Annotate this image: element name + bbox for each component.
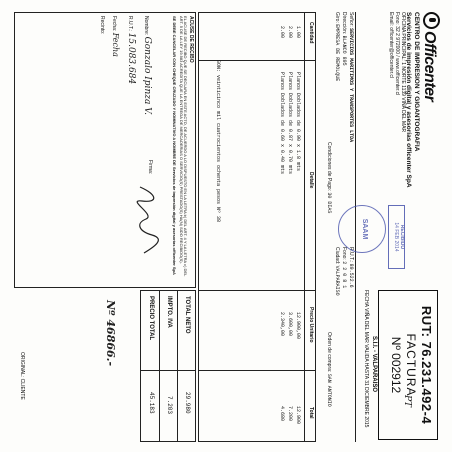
giro-label: Giro [334,12,340,22]
col-detalle: Detalle [308,172,314,189]
recinto-label: Recinto: [99,16,105,35]
col-cantidad: Cantidad [308,22,314,44]
senor-value: SERVICIOS MARITIMOS Y TRANSPORTES LTDA [348,28,354,143]
handwritten-pt: PT [402,395,412,408]
iva-label: IMPTO. IVA [166,296,172,328]
recibido-stamp [388,205,405,269]
recibido-text: RECIBIDO [399,224,405,250]
amount-in-words-text: SON: veinticinco mil cuatrocientos ochenta pesos [215,60,221,205]
company-line2: Servicios de impresión digital y asesorías officenter SpA [405,12,413,188]
officenter-logo-icon [423,12,440,29]
nombre-label: Nombre: [143,16,149,36]
senor-label: Señor [348,12,354,26]
fecha-label: FECHA [363,290,369,307]
round-company-stamp [338,205,386,253]
ciudad-label: Ciudad [334,247,340,263]
fecha-handwritten: Fecha [111,32,120,57]
round-stamp-text: SAAM [361,218,368,240]
original-cliente: ORIGINAL: CLIENTE [19,352,25,400]
table-header-row [304,12,313,442]
ciudad-value: VALPARAISO [334,265,340,296]
table-ref: Nº 38 [215,207,221,223]
cancelada-text: SE DEBE CANCELAR CON CHEQUE CRUZADO Y NOMINATIVO A NOMBRE DE Servicios de impresión digital y asesorías officenter SpA [172,16,178,275]
table-row: 1.00 Planos Doblados de 0.90 x 1.8 mts 12.900,00 12.900 [295,26,301,425]
customer-section: Señor: SERVICIOS MARITIMOS Y TRANSPORTES LTDA Dirección: BLANCO 895 Giro: EMPRESA DE REMOLQUE R.U.T.: 89.522.6 Fono: 2 2 0 8 1 Ciudad: VALPARAISO Condiciones de Pago: 30 DIAS Orden de compra: SAN ANTONIO [326,12,354,407]
col-precio: Precio Unitario [308,307,314,343]
handwritten-code: Nº 46866.- [104,300,117,367]
validity-text: VALIDA HASTA 31 DICIEMBRE 2015 [363,344,369,428]
orden-label: Orden de compra [326,332,332,371]
giro-value: EMPRESA DE REMOLQUE [334,24,340,82]
acuse-fecha-label: Fecha: [111,16,117,32]
acuse-rut-label: R.U.T.: [127,16,133,32]
fecha-value: VIÑA DEL MAR [363,308,369,343]
company-line1: CENTRO DE IMPRESION Y GIGANTOGRAFIA [412,12,420,152]
rut-box [378,290,438,440]
table-row: 2.00 Planos Doblados de 0.60 x 0.40 mts 2.340,00 4.680 [279,26,285,422]
acuse-recibo-box [14,12,196,288]
neto-label: TOTAL NETO [184,296,190,334]
sii-office: S.I.I. - VALPARAISO [371,335,377,393]
nombre-line [142,16,152,115]
validity-line [362,290,368,438]
total-label: PRECIO TOTAL [148,296,154,341]
total-value: 45.183 [148,392,155,414]
direccion-label: Dirección [341,12,347,33]
brand-name: Officenter [421,31,438,102]
company-address: OFICINA PRINCIPAL: 1 NORTE 1139 VIÑA DEL MAR [399,12,406,133]
condiciones-label: Condiciones de Pago [326,142,332,190]
customer-rut-value: 89.522.6 [348,263,354,288]
customer-rut-label: R.U.T. [348,247,354,261]
recibido-date: 14 FEB 2014 [393,222,400,252]
fecha-line [110,16,120,57]
direccion-value: BLANCO 895 [341,35,347,66]
table-row: 2.00 Planos Doblados de 0.87 x 0.70 mts 3.600,00 7.200 [287,26,293,422]
company-contact: Fono: 32 2 972000 / www.officenter.cl [393,12,400,96]
company-email: Email: officenter@officenter.cl [388,12,395,79]
signature-scribble [134,185,160,255]
rut-handwritten: 15.083.684 [126,32,136,85]
nombre-handwritten: Gonzalo Ipinza V. [142,36,152,115]
iva-value: 7.203 [166,396,173,415]
issuer-rut: RUT: 76.231.492-4 [419,305,434,425]
condiciones-value: 30 DIAS [326,192,332,214]
neto-value: 29.980 [184,392,191,414]
acuse-text: EL ACUSE DE RECIBO QUE SE DECLARA EN ESTE ACTO, DE ACUERDO A LO DISPUESTO EN LA LETRA b) DEL ART. 4 Y LA LETRA c) DEL ART. 5 DE LA LEY 19.983 ACREDITA QUE LA ENTREGA DE MERCADERIAS O SERVICIO(S) PRESTADO(S) HA(N) SIDO RECIBIDO(S). [178,16,189,277]
orden-value: SAN ANTONIO [326,373,332,407]
fono-value: 2 2 0 8 1 [341,261,347,289]
firma-label: Firma: [147,160,153,175]
acuse-title: ACUSE DE RECIBO [188,16,194,63]
brand-logo [420,12,440,282]
acuse-recibo-text-block [171,16,193,282]
fono-label: Fono [341,247,347,259]
col-total: Total [308,407,314,419]
amount-in-words [214,60,220,290]
document-type: FACTURA [404,333,419,397]
rut-line [126,16,136,84]
invoice-number: Nº 002912 [389,336,404,394]
